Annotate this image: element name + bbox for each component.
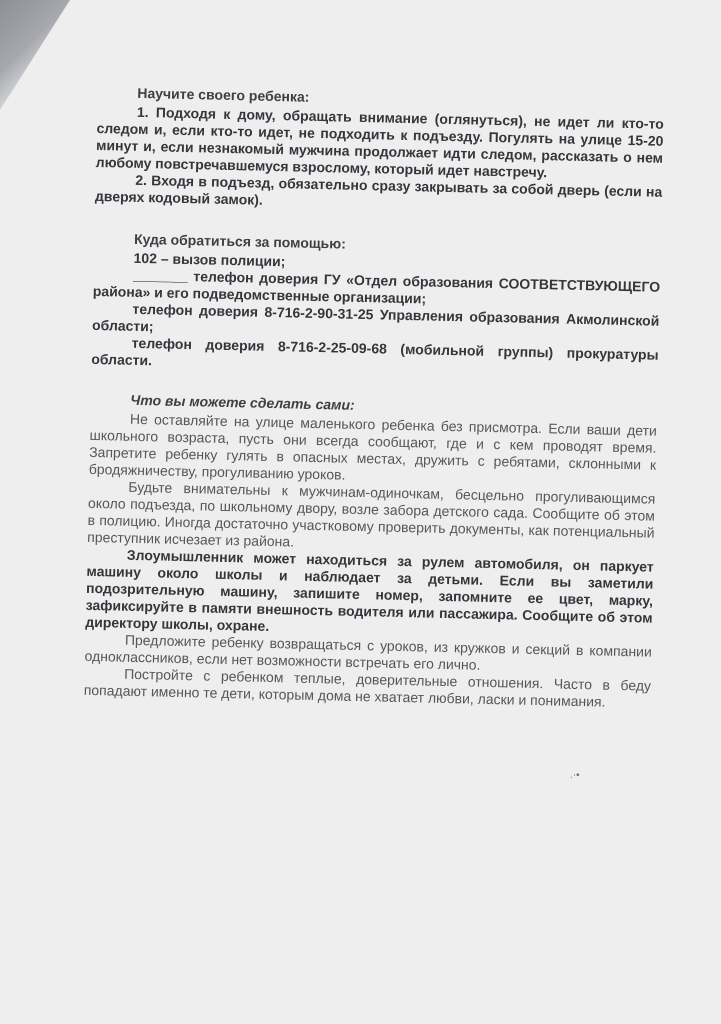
- help-line-hotline-region: телефон доверия 8-716-2-90-31-25 Управления образования Акмолинской области;: [91, 300, 660, 335]
- section-heading-what-you-can-do: Что вы можете сделать сами:: [130, 391, 355, 413]
- paragraph: 1. Подходя к дому, обращать внимание (оглянуться), не идет ли кто-то следом и, если кто-то идет, не подходить к подъезду. Погулять на улице 15-20 минут и, если незнакомый мужчина продолжает идти следом, рассказать о нем любому повстречавшемуся взрослому, который идет навстречу.: [95, 103, 664, 181]
- paragraph: 2. Входя в подъезд, обязательно сразу закрывать за собой дверь (если на дверях кодовый замок).: [94, 171, 663, 208]
- paragraph: Предложите ребенку возвращаться с уроков, из кружков и секций в компании одноклассников, если нет возможности встречать его лично.: [84, 631, 653, 673]
- section-where-help: [91, 230, 661, 381]
- section-heading-help: Куда обратиться за помощью:: [133, 230, 347, 252]
- section-heading-teach: Научите своего ребенка:: [137, 84, 310, 105]
- section-what-you-can-do: [84, 391, 658, 712]
- paragraph: Злоумышленник может находиться за рулем автомобиля, он паркует машину около школы и наблюдает за детьми. Если вы заметили подозрительную машину, запишите номер, запомните ее цвет, марку, зафиксируйте в памяти внешность водителя или пассажира. Сообщите об этом директору школы, охране.: [85, 546, 654, 634]
- stray-mark: .·•: [569, 769, 580, 782]
- help-line-hotline-department: _______ телефон доверия ГУ «Отдел образования СООТВЕТСТВУЮЩЕГО района» и его подведомственные организации;: [92, 266, 661, 307]
- section-teach-child: [95, 84, 665, 218]
- paragraph: Постройте с ребенком теплые, доверительные отношения. Часто в беду попадают именно те дети, которым дома не хватает любви, ласки и понимания.: [83, 665, 652, 710]
- paragraph: Не оставляйте на улице маленького ребенка без присмотра. Если ваши дети школьного возраста, пусть они всегда сообщают, где и с кем проводят время. Запретите ребенку гулять в опасных местах, дружить с ребятами, склонными к бродяжничеству, прогуливанию уроков.: [88, 410, 658, 483]
- paragraph: Будьте внимательны к мужчинам-одиночкам, бесцельно прогуливающимся около подъезда, по школьному двору, возле забора детского сада. Сообщите об этом в полицию. Иногда достаточно участковому проверить документы, как потенциальный преступник исчезает из района.: [87, 478, 656, 550]
- help-line-hotline-prosecutor: телефон доверия 8-716-2-25-09-68 (мобильной группы) прокуратуры области.: [91, 334, 659, 369]
- help-line-police: 102 – вызов полиции;: [133, 249, 286, 270]
